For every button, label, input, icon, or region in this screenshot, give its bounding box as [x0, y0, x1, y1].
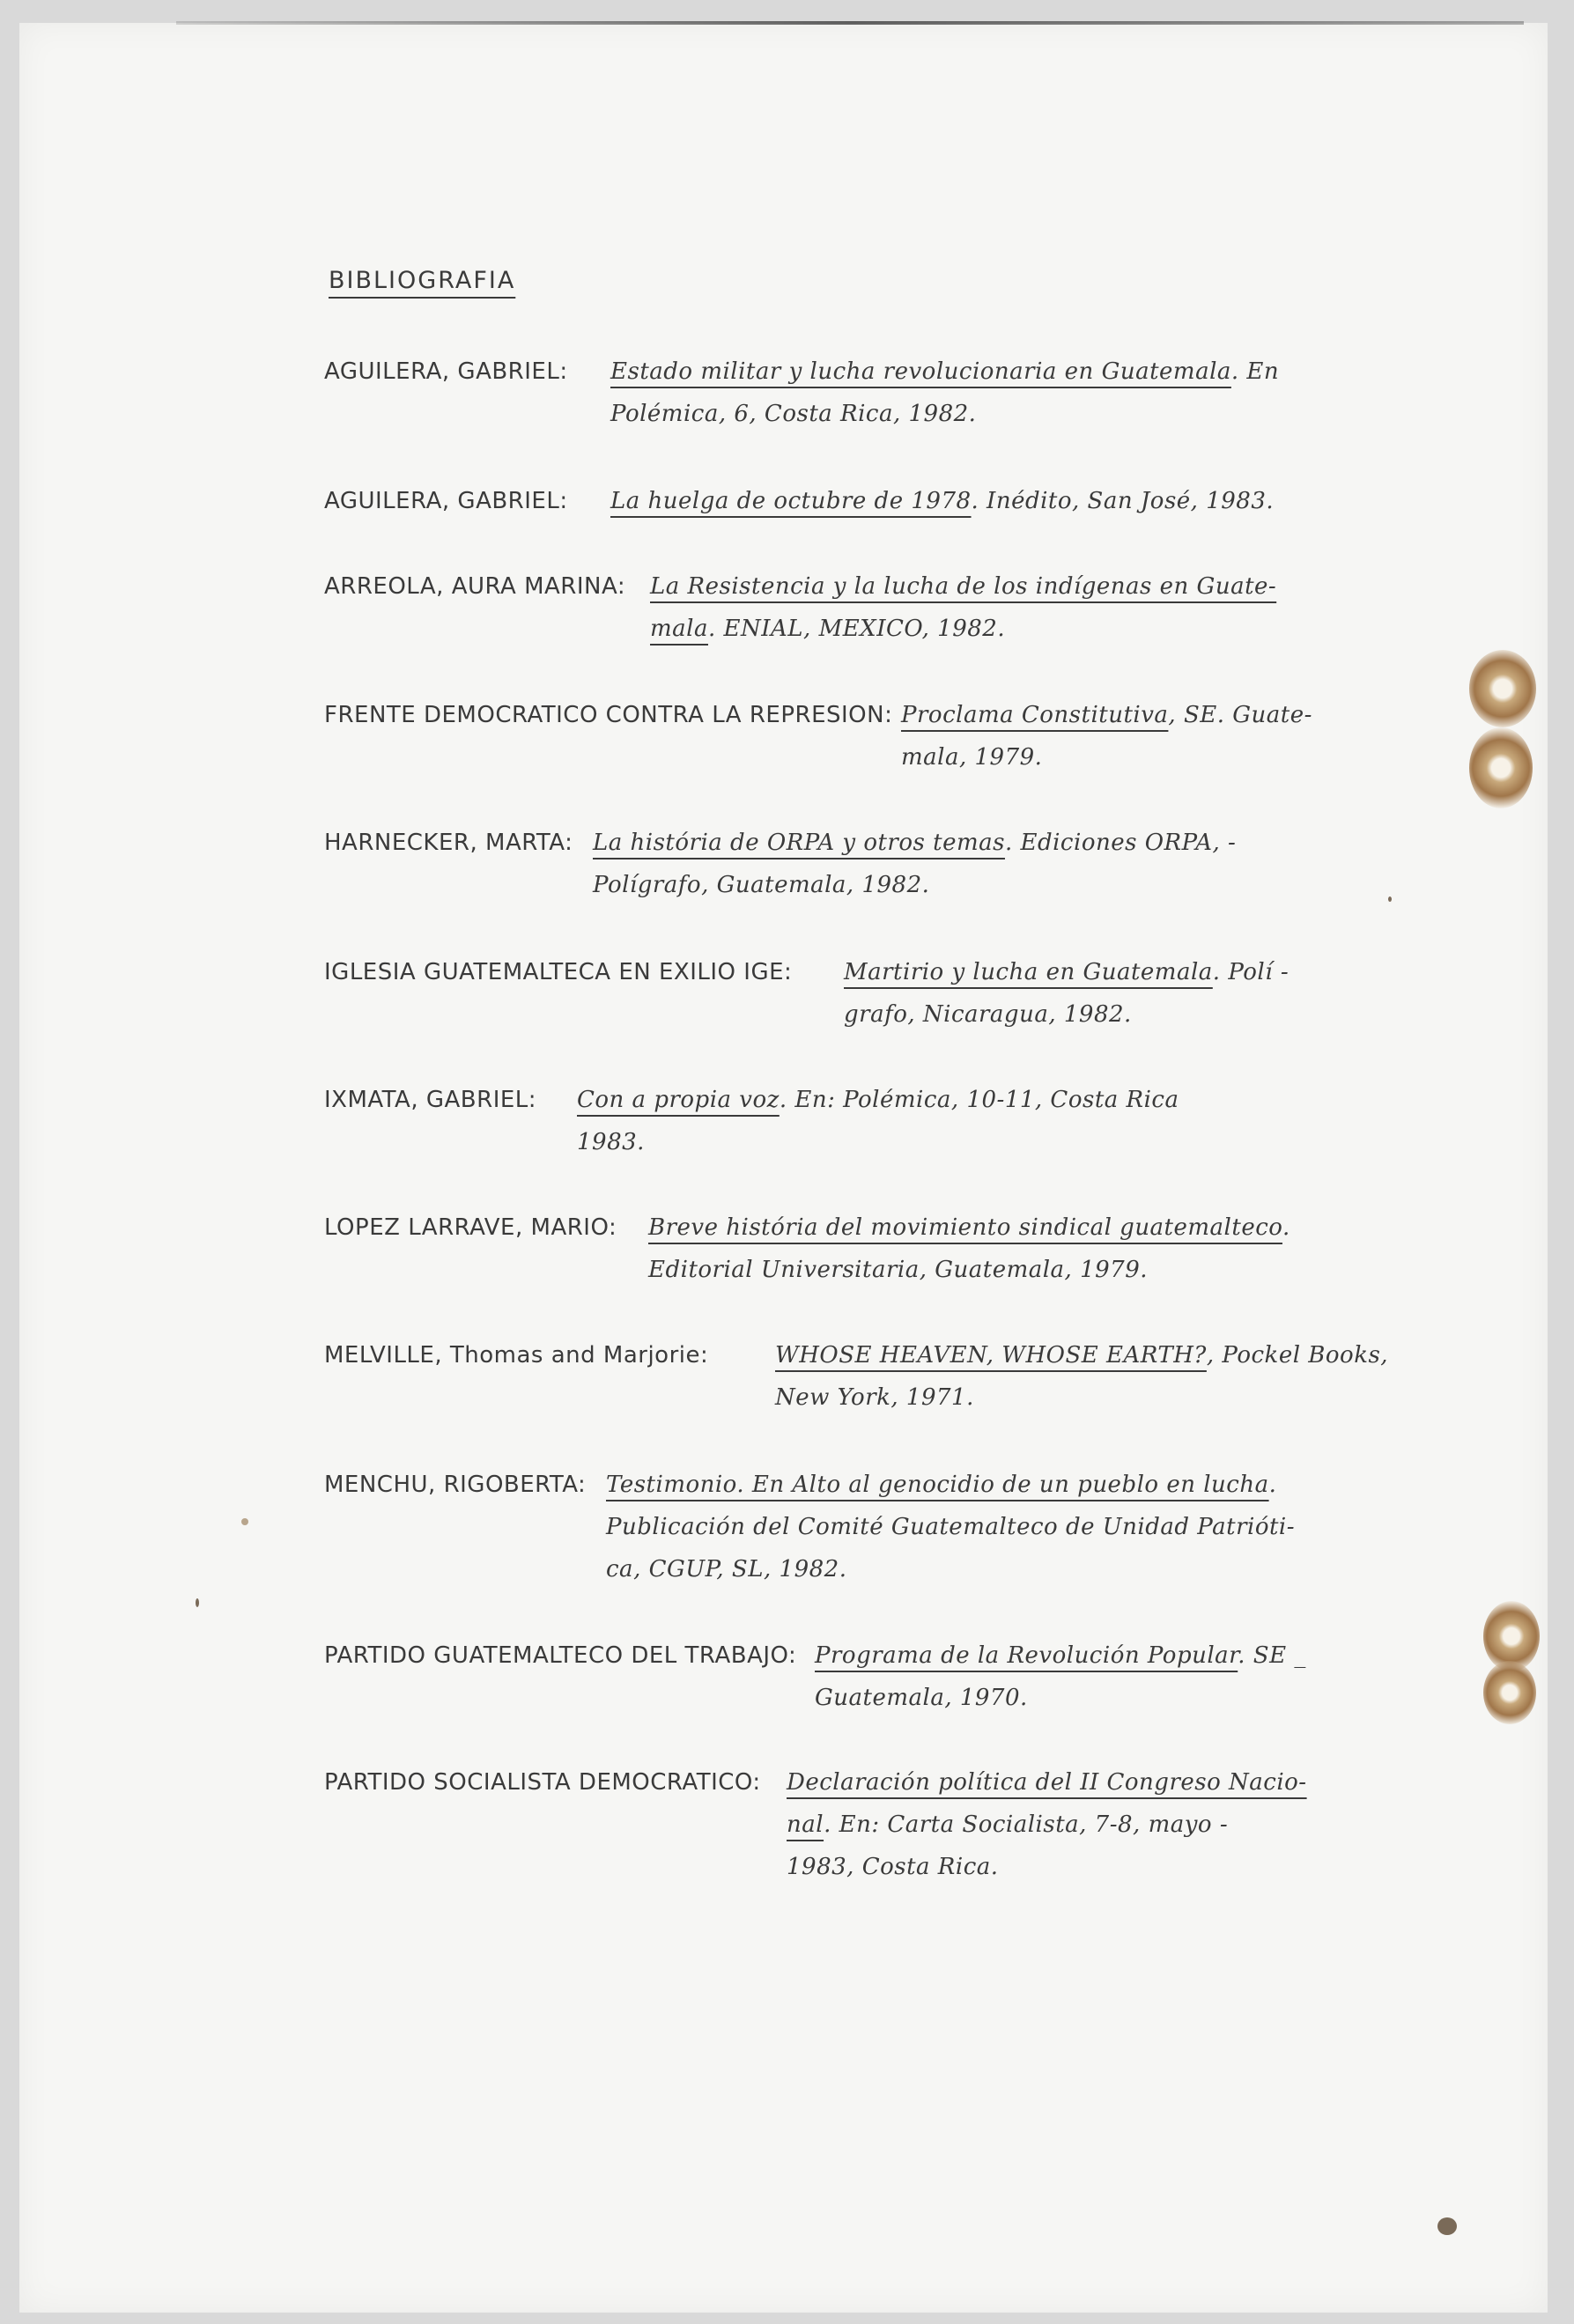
publication-details: . Inédito, San José, 1983. — [971, 488, 1275, 514]
ink-speck — [1437, 2217, 1457, 2235]
publication-details: ca, CGUP, SL, 1982. — [606, 1556, 847, 1583]
publication-details: . SE _ — [1238, 1642, 1306, 1669]
reference-line — [577, 1079, 1179, 1121]
publication-details: grafo, Nicaragua, 1982. — [844, 1001, 1132, 1028]
reference-line — [844, 993, 1289, 1036]
publication-details: . Ediciones ORPA, - — [1004, 830, 1237, 856]
reference-line — [815, 1677, 1306, 1719]
entry-author: MENCHU, RIGOBERTA: — [324, 1472, 587, 1498]
entry-reference — [775, 1334, 1388, 1419]
publication-details: . En: Polémica, 10-11, Costa Rica — [779, 1087, 1179, 1113]
reference-line — [901, 694, 1312, 736]
entry-author: PARTIDO GUATEMALTECO DEL TRABAJO: — [324, 1642, 797, 1669]
publication-details: . En — [1230, 358, 1280, 385]
reference-line — [610, 393, 1279, 435]
work-title: WHOSE HEAVEN, WHOSE EARTH? — [775, 1342, 1207, 1369]
stain-mark — [1469, 650, 1536, 727]
entry-author: HARNECKER, MARTA: — [324, 830, 573, 856]
reference-line — [648, 1249, 1290, 1291]
publication-details: Guatemala, 1970. — [815, 1685, 1028, 1711]
publication-details: , Pockel Books, — [1206, 1342, 1389, 1369]
entry-reference — [648, 1206, 1290, 1291]
entry-author: FRENTE DEMOCRATICO CONTRA LA REPRESION: — [324, 702, 893, 728]
reference-line — [650, 608, 1276, 650]
entry-author: AGUILERA, GABRIEL: — [324, 358, 568, 385]
stain-mark — [1483, 1661, 1536, 1724]
work-title: Programa de la Revolución Popular — [815, 1642, 1238, 1669]
work-title: Proclama Constitutiva — [901, 702, 1169, 728]
ink-speck — [1388, 896, 1392, 902]
reference-line — [610, 350, 1279, 393]
publication-details: . ENIAL, MEXICO, 1982. — [707, 616, 1006, 642]
work-title: Estado militar y lucha revolucionaria en Guatemala — [610, 358, 1231, 385]
entry-reference — [901, 694, 1312, 778]
ink-speck — [241, 1518, 248, 1525]
publication-details: . En: Carta Socialista, 7-8, mayo - — [824, 1811, 1229, 1838]
entry-author: MELVILLE, Thomas and Marjorie: — [324, 1342, 709, 1369]
entry-author: AGUILERA, GABRIEL: — [324, 488, 568, 514]
page-title: BIBLIOGRAFIA — [329, 267, 516, 294]
work-title: Martirio y lucha en Guatemala — [844, 959, 1213, 985]
work-title: Testimonio. En Alto al genocidio de un pueblo en lucha — [606, 1472, 1269, 1498]
publication-details: . — [1268, 1472, 1277, 1498]
reference-line — [593, 822, 1236, 864]
publication-details: , SE. Guate- — [1168, 702, 1312, 728]
entry-author: IXMATA, GABRIEL: — [324, 1087, 537, 1113]
entry-reference — [606, 1464, 1295, 1590]
reference-line — [606, 1464, 1295, 1506]
publication-details: . Polí - — [1212, 959, 1289, 985]
entry-reference — [610, 350, 1279, 435]
publication-details: Polémica, 6, Costa Rica, 1982. — [610, 401, 977, 427]
publication-details: 1983, Costa Rica. — [787, 1854, 999, 1880]
entry-reference — [787, 1761, 1307, 1888]
reference-line — [606, 1506, 1295, 1548]
work-title: Con a propia voz — [577, 1087, 780, 1113]
ink-speck — [196, 1598, 199, 1607]
reference-line — [648, 1206, 1290, 1249]
publication-details: mala, 1979. — [901, 744, 1043, 771]
entry-author: LOPEZ LARRAVE, MARIO: — [324, 1214, 617, 1241]
work-title: Breve história del movimiento sindical guatemalteco — [648, 1214, 1282, 1241]
stain-mark — [1469, 727, 1533, 808]
publication-details: 1983. — [577, 1129, 645, 1155]
publication-details: Publicación del Comité Guatemalteco de Unidad Patrióti- — [606, 1514, 1296, 1540]
reference-line — [787, 1761, 1307, 1804]
reference-line — [577, 1121, 1179, 1163]
reference-line — [844, 951, 1289, 993]
publication-details: Editorial Universitaria, Guatemala, 1979. — [648, 1257, 1149, 1283]
reference-line — [815, 1634, 1306, 1677]
work-title: Declaración política del II Congreso Nacio- — [787, 1769, 1307, 1796]
reference-line — [775, 1376, 1388, 1419]
publication-details: Polígrafo, Guatemala, 1982. — [593, 872, 930, 898]
reference-line — [593, 864, 1236, 906]
reference-line — [901, 736, 1312, 778]
reference-line — [787, 1846, 1307, 1888]
reference-line — [650, 565, 1276, 608]
entry-reference — [593, 822, 1236, 906]
entry-author: PARTIDO SOCIALISTA DEMOCRATICO: — [324, 1769, 761, 1796]
publication-details: New York, 1971. — [775, 1384, 974, 1411]
entry-author: ARREOLA, AURA MARINA: — [324, 573, 626, 600]
reference-line — [775, 1334, 1388, 1376]
reference-line — [610, 480, 1274, 522]
entry-reference — [815, 1634, 1306, 1719]
entry-reference — [844, 951, 1289, 1036]
paper-top-edge — [176, 21, 1524, 25]
entry-reference — [577, 1079, 1179, 1163]
work-title: La Resistencia y la lucha de los indígenas en Guate- — [650, 573, 1277, 600]
work-title: La huelga de octubre de 1978 — [610, 488, 972, 514]
entry-reference — [610, 480, 1274, 522]
publication-details: . — [1282, 1214, 1290, 1241]
reference-line — [606, 1548, 1295, 1590]
reference-line — [787, 1804, 1307, 1846]
work-title: mala — [650, 616, 708, 642]
entry-reference — [650, 565, 1276, 650]
work-title: nal — [787, 1811, 824, 1838]
entry-author: IGLESIA GUATEMALTECA EN EXILIO IGE: — [324, 959, 793, 985]
work-title: La história de ORPA y otros temas — [593, 830, 1005, 856]
